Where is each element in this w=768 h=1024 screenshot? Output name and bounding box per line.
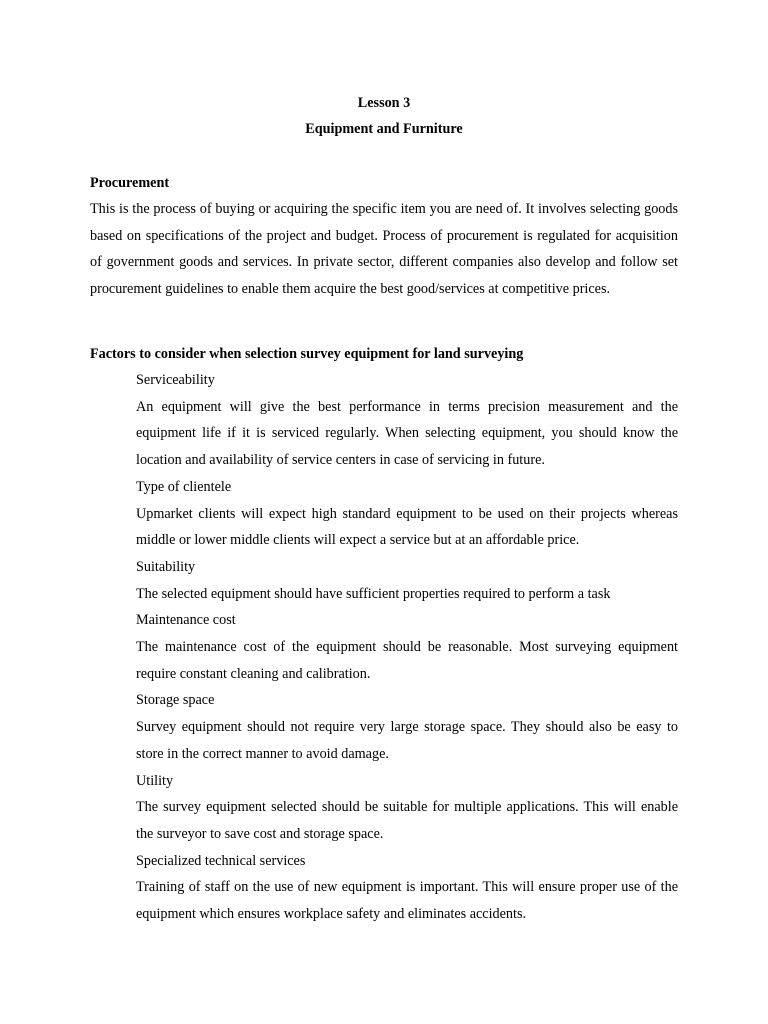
factor-name: Utility (136, 772, 174, 789)
factor-description: Training of staff on the use of new equipment is important. This will ensure proper use of the equipment which ensures workplace safety and eliminates accidents. (136, 879, 678, 923)
factor-name: Serviceability (136, 372, 215, 388)
procurement-paragraph: This is the process of buying or acquiring the specific item you are need of. It involves selecting goods based on specifications of the project and budget. Process of procurement is regulated for acquisition of government goods and services. In private sector, different companies also develop and follow set procurement guidelines to enable them acquire the best good/services at competitive prices. (90, 201, 678, 297)
factor-name: Specialized technical services (136, 852, 306, 869)
factor-description: The survey equipment selected should be suitable for multiple applications. This will enable the surveyor to save cost and storage space. (136, 799, 678, 842)
factors-list (136, 367, 678, 928)
factor-item-suitability (136, 554, 678, 607)
factor-name: Maintenance cost (136, 612, 236, 629)
factor-item-serviceability (136, 367, 678, 474)
factor-description: Survey equipment should not require very large storage space. They should also be easy to store in the correct manner to avoid damage. (136, 719, 678, 762)
factor-description: The maintenance cost of the equipment should be reasonable. Most surveying equipment require constant cleaning and calibration. (136, 639, 678, 682)
factor-item-type-of-clientele (136, 474, 678, 554)
factor-description: Upmarket clients will expect high standard equipment to be used on their projects whereas middle or lower middle clients will expect a service but at an affordable price. (136, 505, 678, 549)
lesson-number: Lesson 3 (357, 95, 411, 111)
factor-item-storage-space (136, 687, 678, 767)
factor-name: Storage space (136, 692, 215, 709)
factors-heading: Factors to consider when selection survey equipment for land surveying (90, 346, 524, 362)
lesson-title: Equipment and Furniture (305, 121, 463, 137)
factor-item-specialized-technical-services (136, 848, 678, 928)
factor-item-maintenance-cost (136, 607, 678, 687)
factor-name: Type of clientele (136, 478, 232, 495)
factor-description: The selected equipment should have sufficient properties required to perform a task (136, 585, 611, 602)
factor-item-utility (136, 768, 678, 848)
factor-description: An equipment will give the best performance in terms precision measurement and the equipment life if it is serviced regularly. When selecting equipment, you should know the location and availability of service centers in case of servicing in future. (136, 398, 678, 469)
procurement-heading: Procurement (90, 175, 170, 191)
factor-name: Suitability (136, 558, 196, 575)
